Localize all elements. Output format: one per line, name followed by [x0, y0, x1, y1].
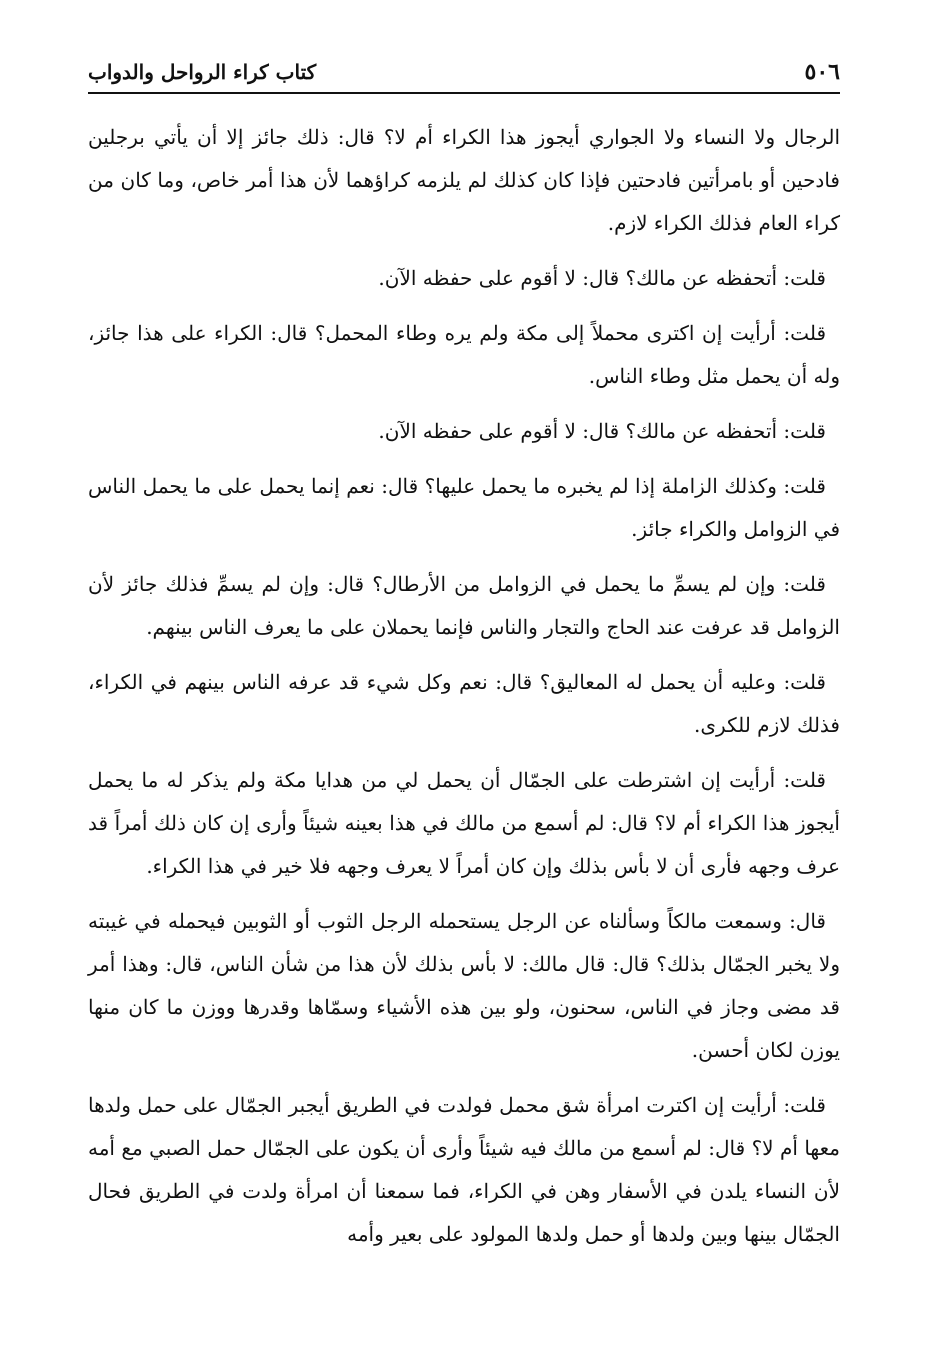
chapter-title: كتاب كراء الرواحل والدواب: [88, 60, 317, 84]
paragraph: قال: وسمعت مالكاً وسألناه عن الرجل يستحمله الرجل الثوب أو الثوبين فيحمله في غيبته ولا يخبر الجمّال بذلك؟ قال: قال مالك: لا بأس بذلك لأن هذا من شأن الناس، قال: وهذا أمر قد مضى وجاز في الناس، سحنون، ولو بين هذه الأشياء وسمّاها وقدرها ووزن ما كان منها يوزن لكان أحسن.: [88, 909, 840, 1062]
page-number: ٥٠٦: [804, 59, 840, 85]
paragraph: قلت: وإن لم يسمِّ ما يحمل في الزوامل من الأرطال؟ قال: وإن لم يسمِّ فذلك جائز لأن الزوامل قد عرفت عند الحاج والتجار والناس فإنما يحملان على ما يعرف الناس بينهم.: [88, 572, 840, 639]
paragraph: قلت: أتحفظه عن مالك؟ قال: لا أقوم على حفظه الآن.: [378, 266, 826, 290]
paragraph: قلت: وكذلك الزاملة إذا لم يخبره ما يحمل عليها؟ قال: نعم إنما يحمل على ما يحمل الناس في الزوامل والكراء جائز.: [88, 474, 840, 541]
paragraph: قلت: أرأيت إن اكترى محملاً إلى مكة ولم يره وطاء المحمل؟ قال: الكراء على هذا جائز، وله أن يحمل مثل وطاء الناس.: [88, 321, 840, 388]
paragraph: قلت: أرأيت إن اشترطت على الجمّال أن يحمل لي من هدايا مكة ولم يذكر له ما يحمل أيجوز هذا الكراء أم لا؟ قال: لم أسمع من مالك في هذا بعينه شيئاً وأرى إن كان ذلك أمراً قد عرف وجهه فأرى أن لا بأس بذلك وإن كان أمراً لا يعرف وجهه فلا خير في هذا الكراء.: [88, 768, 840, 878]
paragraph: قلت: أرأيت إن اكترت امرأة شق محمل فولدت في الطريق أيجبر الجمّال على حمل ولدها معها أم لا؟ قال: لم أسمع من مالك فيه شيئاً وأرى أن يكون على الجمّال حمل الصبي مع أمه لأن النساء يلدن في الأسفار وهن في الكراء، فما سمعنا أن امرأة ولدت في الطريق فحال الجمّال بينها وبين ولدها أو حمل ولدها المولود على بعير وأمه: [88, 1093, 840, 1246]
paragraph: قلت: وعليه أن يحمل له المعاليق؟ قال: نعم وكل شيء قد عرفه الناس بينهم في الكراء، فذلك لازم للكرى.: [88, 670, 840, 737]
paragraph: الرجال ولا النساء ولا الجواري أيجوز هذا الكراء أم لا؟ قال: ذلك جائز إلا أن يأتي برجلين فادحين أو بامرأتين فادحتين فإذا كان كذلك لم يلزمه كراؤهما لأن هذا أمر خاص، وما كان من كراء العام فذلك الكراء لازم.: [88, 125, 840, 235]
paragraph: قلت: أتحفظه عن مالك؟ قال: لا أقوم على حفظه الآن.: [378, 419, 826, 443]
page-body: [88, 116, 840, 1268]
running-header: [88, 52, 840, 94]
